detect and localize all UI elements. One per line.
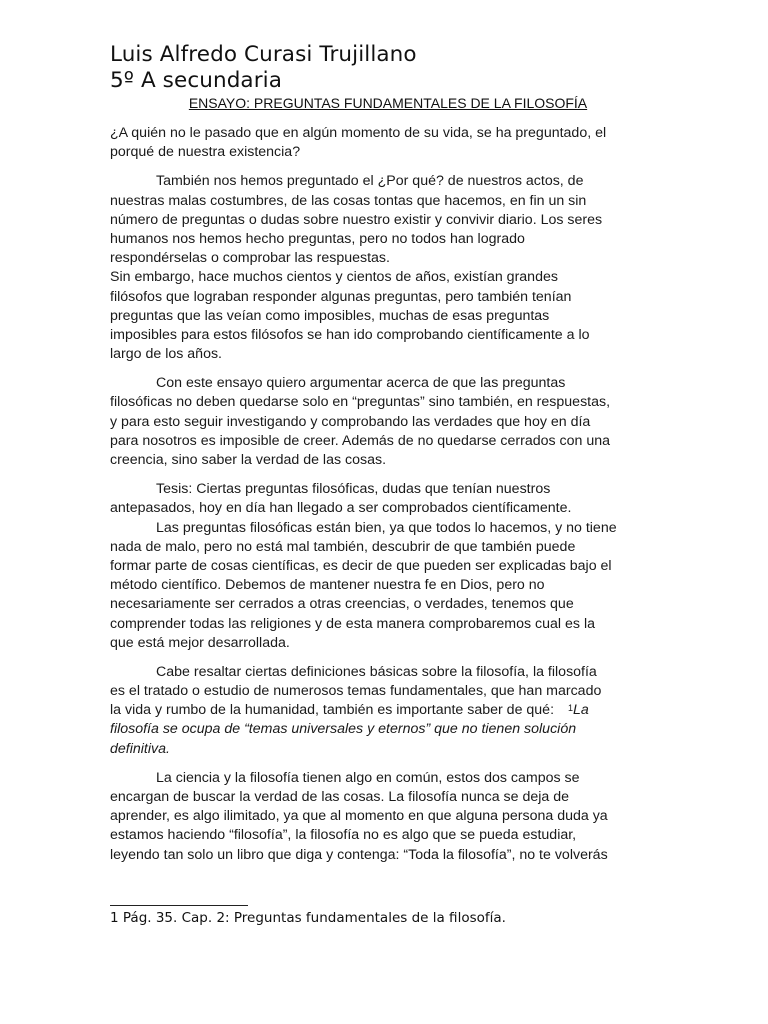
quote-line: definitiva. (110, 740, 170, 757)
text-line: estamos haciendo “filosofía”, la filosofía no es algo que se pueda estudiar, (110, 827, 577, 844)
text-line: encargan de buscar la verdad de las cosas. La filosofía nunca se deja de (110, 789, 570, 805)
text-line: imposibles para estos filósofos se han ido comprobando científicamente a lo (110, 326, 590, 343)
text-line: Con este ensayo quiero argumentar acerca de que las preguntas (156, 375, 566, 392)
text-line: que está mejor desarrollada. (110, 634, 290, 651)
text-line: para nosotros es imposible de creer. Además de no quedarse cerrados con una (110, 432, 611, 449)
text-line: método científico. Debemos de mantener nuestra fe en Dios, pero no (110, 577, 545, 594)
text-line: formar parte de cosas científicas, es decir de que pueden ser explicadas bajo el (110, 557, 612, 574)
text-line: filósofos que lograban responder algunas preguntas, pero también tenían (110, 288, 572, 305)
essay-title: ENSAYO: PREGUNTAS FUNDAMENTALES DE LA FILOSOFÍA (188, 95, 588, 111)
grade-label: 5º A secundaria (110, 68, 282, 93)
text-line: Cabe resaltar ciertas definiciones básicas sobre la filosofía, la filosofía (156, 663, 597, 680)
paragraph-argument (110, 374, 680, 470)
text-line: comprender todas las religiones y de esta manera comprobaremos cual es la (110, 615, 595, 632)
text-line: leyendo tan solo un libro que diga y contenga: “Toda la filosofía”, no te volverás (110, 846, 608, 863)
text-line: creencia, sino saber la verdad de las cosas. (110, 452, 387, 468)
text-line: humanos nos hemos hecho preguntas, pero no todos han logrado (110, 230, 525, 247)
text-line: Las preguntas filosóficas están bien, ya que todos lo hacemos, y no tiene (156, 519, 617, 536)
essay-body (110, 124, 680, 865)
text-line: preguntas que las veían como imposibles, muchas de esas preguntas (110, 307, 550, 324)
text-line: nada de malo, pero no está mal también, descubrir de que también puede (110, 538, 576, 555)
quote-text: La (573, 702, 589, 719)
text-line: nuestras malas costumbres, de las cosas tontas que hacemos, en fin un sin (110, 192, 587, 209)
text-line: Sin embargo, hace muchos cientos y cientos de años, existían grandes (110, 269, 558, 286)
paragraph-science (110, 769, 680, 865)
text-line: ¿A quién no le pasado que en algún momento de su vida, se ha preguntado, el (110, 125, 607, 141)
text-line: antepasados, hoy en día han llegado a ser comprobados científicamente. (110, 500, 572, 517)
text-line: respondérselas o comprobar las respuestas. (110, 250, 390, 267)
text-line (110, 701, 680, 720)
quote-line: filosofía se ocupa de “temas universales y eternos” que no tienen solución (110, 721, 577, 738)
author-block (110, 42, 417, 94)
paragraph-definitions (110, 663, 680, 759)
paragraph-intro (110, 124, 680, 162)
text-line: aprender, es algo ilimitado, ya que al momento en que alguna persona duda ya (110, 808, 608, 825)
paragraph-questions (110, 172, 680, 364)
author-name: Luis Alfredo Curasi Trujillano (110, 42, 417, 67)
text-line: y para esto seguir investigando y comprobando las verdades que hoy en día (110, 413, 591, 430)
text-line: La ciencia y la filosofía tienen algo en común, estos dos campos se (156, 769, 580, 786)
text-line: porqué de nuestra existencia? (110, 144, 301, 161)
footnote-reference[interactable]: 1 (568, 703, 574, 714)
text-run: la vida y rumbo de la humanidad, también es importante saber de qué: (110, 702, 555, 719)
text-line: necesariamente ser cerrados a otras creencias, o verdades, tenemos que (110, 596, 574, 613)
paragraph-thesis (110, 480, 680, 653)
text-line: número de preguntas o dudas sobre nuestro existir y convivir diario. Los seres (110, 211, 603, 228)
text-line: largo de los años. (110, 346, 222, 363)
footnote-text: 1 Pág. 35. Cap. 2: Preguntas fundamentales de la filosofía. (110, 910, 506, 926)
text-line: es el tratado o estudio de numerosos temas fundamentales, que han marcado (110, 683, 602, 700)
footnote-separator (110, 905, 248, 906)
text-line: filosóficas no deben quedarse solo en “preguntas” sino también, en respuestas, (110, 394, 611, 411)
text-line: Tesis: Ciertas preguntas filosóficas, dudas que tenían nuestros (156, 481, 551, 498)
text-line: También nos hemos preguntado el ¿Por qué? de nuestros actos, de (156, 173, 584, 190)
